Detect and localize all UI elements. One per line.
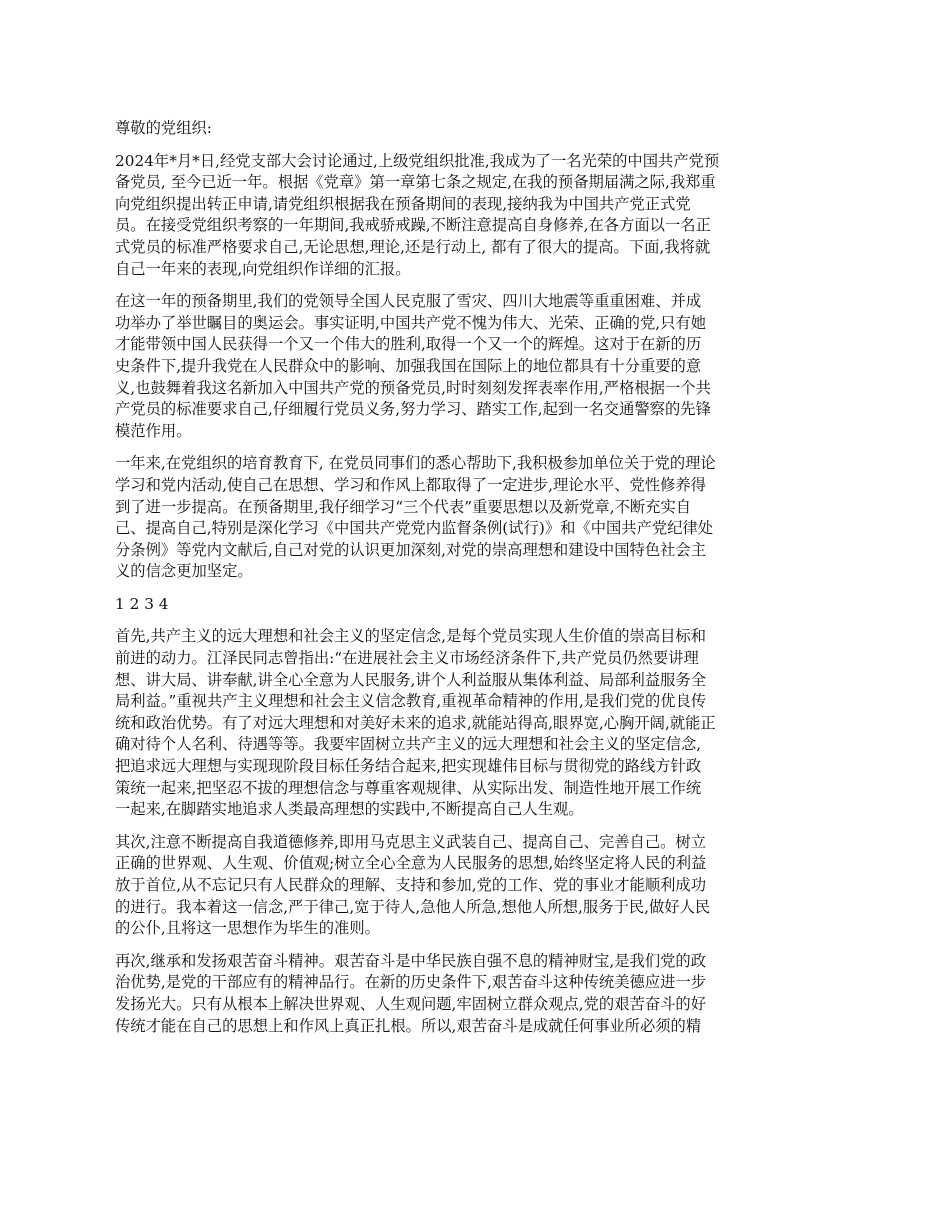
paragraph-line: 1 2 3 4 (115, 594, 169, 613)
greeting-line: 尊敬的党组织: (115, 119, 212, 137)
paragraph-list (115, 151, 831, 1038)
paragraph-line: 学习和党内活动,使自己在思想、学习和作风上都取得了一定进步,理论水平、党性修养得 (115, 475, 707, 494)
paragraph-line: 史条件下,提升我党在人民群众中的影响、加强我国在国际上的地位都具有十分重要的意 (115, 356, 702, 375)
paragraph-line: 局利益。”重视共产主义理想和社会主义信念教育,重视革命精神的作用,是我们党的优良传 (115, 692, 707, 711)
paragraph-line: 把追求远大理想与实现现阶段目标任务结合起来,把实现雄伟目标与贯彻党的路线方针政 (115, 757, 702, 776)
paragraph-line: 一起来,在脚踏实地追求人类最高理想的实践中,不断提高自己人生观。 (115, 800, 584, 819)
paragraph-line: 2024年*月*日,经党支部大会讨论通过,上级党组织批准,我成为了一名光荣的中国共产党预 (115, 151, 720, 170)
paragraph-line: 分条例》等党内文献后,自己对党的认识更加深刻,对党的崇高理想和建设中国特色社会主 (115, 540, 707, 559)
paragraph-line: 模范作用。 (115, 421, 192, 440)
paragraph-line: 正确的世界观、人生观、价值观;树立全心全意为人民服务的思想,始终坚定将人民的利益 (115, 854, 707, 873)
paragraph-line: 产党员的标准要求自己,仔细履行党员义务,努力学习、踏实工作,起到一名交通警察的先锋 (115, 400, 711, 419)
paragraph-line: 治优势,是党的干部应有的精神品行。在新的历史条件下,艰苦奋斗这种传统美德应进一步 (115, 973, 707, 992)
paragraph-line: 自己一年来的表现,向党组织作详细的汇报。 (115, 259, 411, 278)
paragraph-line: 义的信念更加坚定。 (115, 562, 253, 581)
paragraph-line: 统和政治优势。有了对远大理想和对美好未来的追求,就能站得高,眼界宽,心胸开阔,就能正 (115, 713, 716, 732)
paragraph (115, 832, 831, 940)
paragraph-line: 的公仆,且将这一思想作为毕生的准则。 (115, 919, 380, 938)
paragraph-line: 首先,共产主义的远大理想和社会主义的坚定信念,是每个党员实现人生价值的崇高目标和 (115, 627, 707, 646)
greeting (115, 118, 831, 140)
paragraph-line: 传统才能在自己的思想上和作风上真正扎根。所以,艰苦奋斗是成就任何事业所必须的精 (115, 1016, 702, 1035)
paragraph-line: 义,也鼓舞着我这名新加入中国共产党的预备党员,时时刻刻发挥表率作用,严格根据一个共 (115, 378, 711, 397)
paragraph-line: 在这一年的预备期里,我们的党领导全国人民克服了雪灾、四川大地震等重重困难、并成 (115, 292, 702, 311)
paragraph-line: 放于首位,从不忘记只有人民群众的理解、支持和参加,党的工作、党的事业才能顺利成功 (115, 876, 707, 894)
paragraph-line: 确对待个人名利、待遇等等。我要牢固树立共产主义的远大理想和社会主义的坚定信念, (115, 735, 702, 754)
paragraph-line: 向党组织提出转正申请,请党组织根据我在预备期间的表现,接纳我为中国共产党正式党 (115, 194, 691, 213)
paragraph (115, 453, 831, 583)
document-body (115, 118, 831, 1048)
paragraph-line: 前进的动力。江泽民同志曾指出:“在进展社会主义市场经济条件下,共产党员仍然要讲理 (115, 649, 699, 668)
paragraph-line: 发扬光大。只有从根本上解决世界观、人生观问题,牢固树立群众观点,党的艰苦奋斗的好 (115, 994, 707, 1013)
paragraph-line: 策统一起来,把坚忍不拔的理想信念与尊重客观规律、从实际出发、制造性地开展工作统 (115, 778, 702, 797)
paragraph-line: 一年来,在党组织的培育教育下, 在党员同事们的悉心帮助下,我积极参加单位关于党的理论 (115, 454, 716, 473)
paragraph-line: 到了进一步提高。在预备期里,我仔细学习“三个代表”重要思想以及新党章,不断充实自 (115, 497, 692, 516)
paragraph (115, 951, 831, 1037)
paragraph-line: 式党员的标准严格要求自己,无论思想,理论,还是行动上, 都有了很大的提高。下面,我将就 (115, 237, 711, 256)
paragraph (115, 291, 831, 442)
paragraph-line: 员。在接受党组织考察的一年期间,我戒骄戒躁,不断注意提高自身修养,在各方面以一名正 (115, 216, 711, 235)
paragraph-line: 己、提高自己,特别是深化学习《中国共产党党内监督条例(试行)》和《中国共产党纪律处 (115, 519, 714, 538)
paragraph-line: 再次,继承和发扬艰苦奋斗精神。艰苦奋斗是中华民族自强不息的精神财宝,是我们党的政 (115, 951, 707, 970)
paragraph-line: 其次,注意不断提高自我道德修养,即用马克思主义武装自己、提高自己、完善自己。树立 (115, 832, 707, 851)
paragraph (115, 626, 831, 820)
paragraph-line: 备党员, 至今已近一年。根据《党章》第一章第七条之规定,在我的预备期届满之际,我郑重 (115, 173, 716, 192)
paragraph-line: 功举办了举世瞩目的奥运会。事实证明,中国共产党不愧为伟大、光荣、正确的党,只有她 (115, 313, 707, 332)
paragraph-line: 想、讲大局、讲奉献,讲全心全意为人民服务,讲个人利益服从集体利益、局部利益服务全 (115, 670, 707, 689)
paragraph-line: 的进行。我本着这一信念,严于律己,宽于待人,急他人所急,想他人所想,服务于民,做好人民 (115, 897, 711, 916)
paragraph (115, 594, 831, 616)
paragraph-line: 才能带领中国人民获得一个又一个伟大的胜利,取得一个又一个的辉煌。这对于在新的历 (115, 335, 702, 354)
paragraph (115, 151, 831, 281)
